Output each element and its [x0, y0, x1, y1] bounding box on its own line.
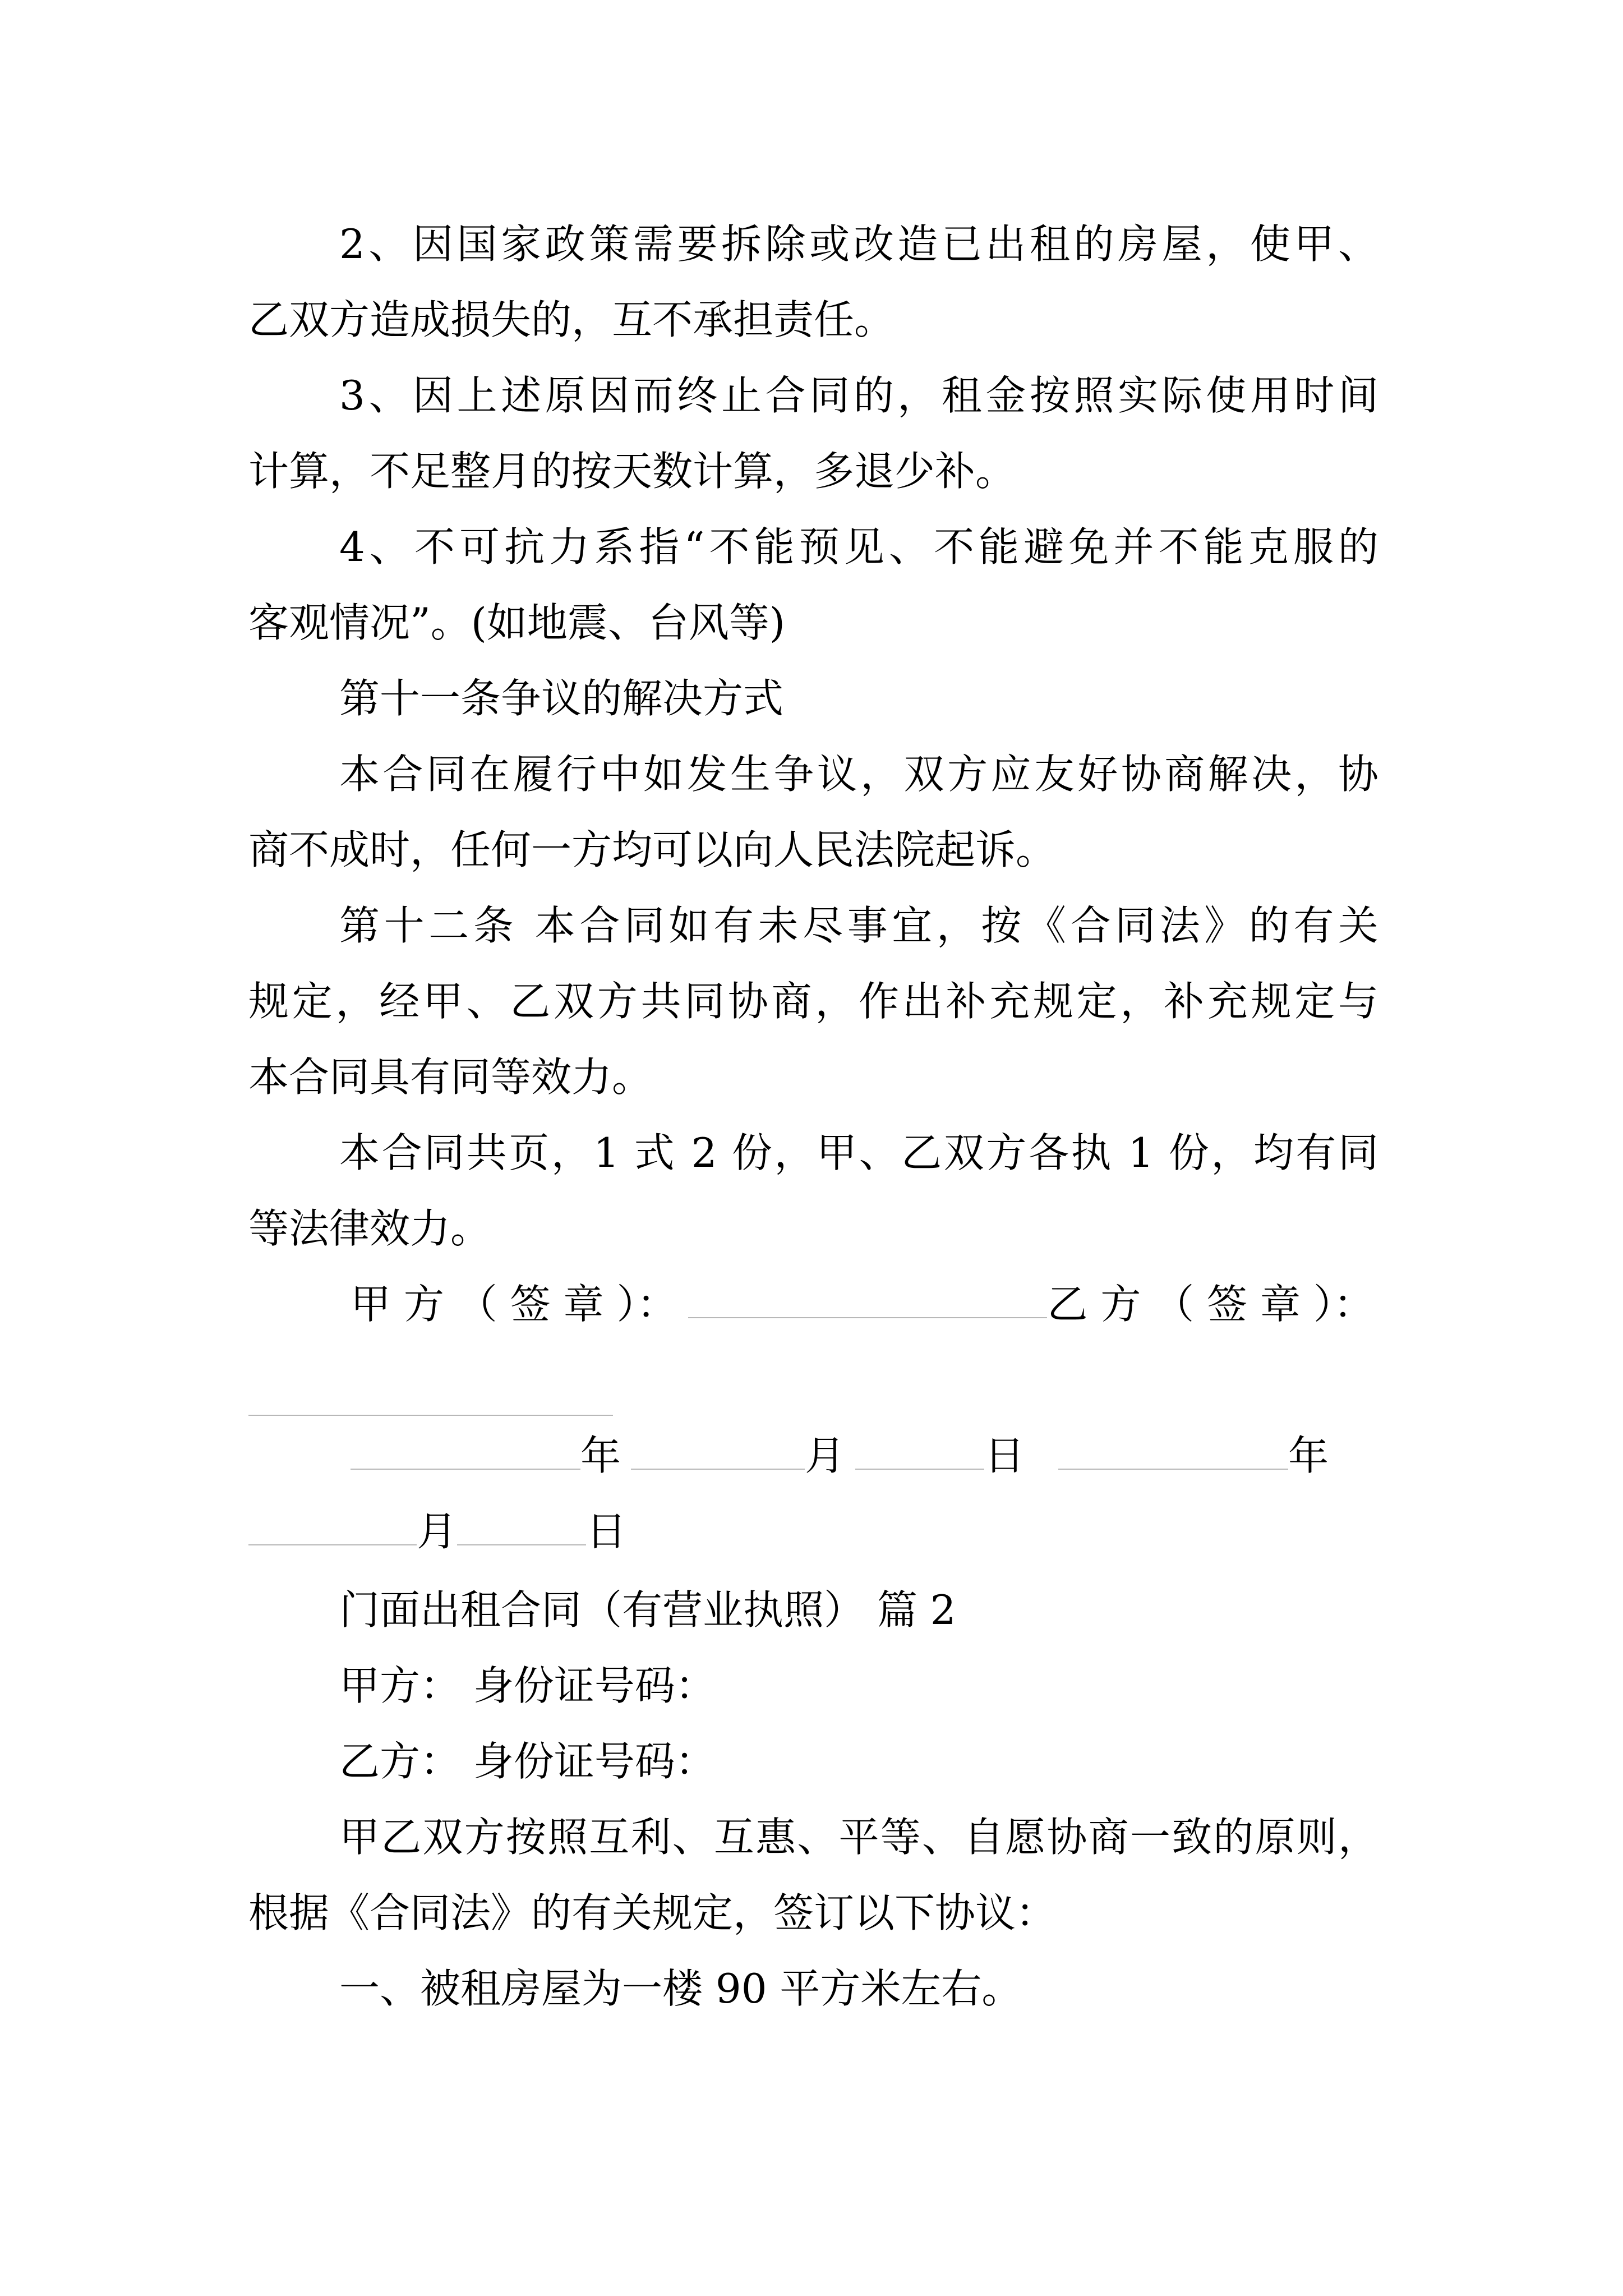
paragraph-line: 等法律效力。: [248, 1205, 491, 1252]
party-a-signature-blank: [688, 1283, 1047, 1318]
paragraph-line: 2、因国家政策需要拆除或改造已出租的房屋，使甲、: [339, 220, 1378, 268]
party-a-signature-label: 甲 方 （ 签 章 ）：: [351, 1281, 677, 1328]
paragraph-line: 3、因上述原因而终止合同的，租金按照实际使用时间: [339, 372, 1378, 419]
month-label: 月: [805, 1432, 846, 1479]
paragraph-line: 本合同具有同等效力。: [248, 1053, 653, 1101]
paragraph-line: 一、被租房屋为一楼 90 平方米左右。: [339, 1965, 1022, 2012]
day-blank: [855, 1435, 984, 1470]
day-label: 日: [984, 1432, 1025, 1479]
paragraph-line: 商不成时，任何一方均可以向人民法院起诉。: [248, 826, 1057, 873]
paragraph-line: 4、不可抗力系指“不能预见、不能避免并不能克服的: [339, 523, 1378, 570]
day-label: 日: [586, 1508, 627, 1555]
party-b-line: 乙方： 身份证号码：: [339, 1738, 716, 1785]
date-row-continued: [248, 1492, 1378, 1571]
paragraph-line: 第十二条 本合同如有未尽事宜，按《合同法》的有关: [339, 902, 1378, 949]
paragraph-line: 本合同共页，1 式 2 份，甲、乙双方各执 1 份，均有同: [339, 1129, 1378, 1176]
paragraph-line: 甲乙双方按照互利、互惠、平等、自愿协商一致的原则，: [339, 1814, 1378, 1861]
month-blank: [248, 1511, 417, 1545]
paragraph-line: 客观情况”。(如地震、台风等): [248, 599, 785, 646]
article-heading: 第十一条争议的解决方式: [339, 675, 784, 722]
paragraph-line: 乙双方造成损失的，互不承担责任。: [248, 296, 895, 343]
month-blank: [631, 1435, 805, 1470]
year-blank: [1058, 1435, 1288, 1470]
day-blank: [457, 1511, 586, 1545]
year-blank: [351, 1435, 580, 1470]
year-label: 年: [580, 1432, 621, 1479]
paragraph-line: 根据《合同法》的有关规定，签订以下协议：: [248, 1889, 1057, 1936]
month-label: 月: [417, 1508, 458, 1555]
paragraph-line: 计算，不足整月的按天数计算，多退少补。: [248, 448, 1016, 495]
paragraph-line: 本合同在履行中如发生争议，双方应友好协商解决，协: [339, 751, 1378, 798]
signature-row: [351, 1265, 1378, 1343]
section-title: 门面出租合同（有营业执照） 篇 2: [339, 1586, 956, 1634]
party-b-signature-blank: [248, 1415, 613, 1416]
paragraph-line: 规定，经甲、乙双方共同协商，作出补充规定，补充规定与: [248, 978, 1378, 1025]
party-a-line: 甲方： 身份证号码：: [339, 1662, 716, 1709]
party-b-signature-label: 乙 方 （ 签 章 ）：: [1047, 1281, 1374, 1328]
date-row: [351, 1416, 1378, 1495]
year-label: 年: [1288, 1432, 1329, 1479]
